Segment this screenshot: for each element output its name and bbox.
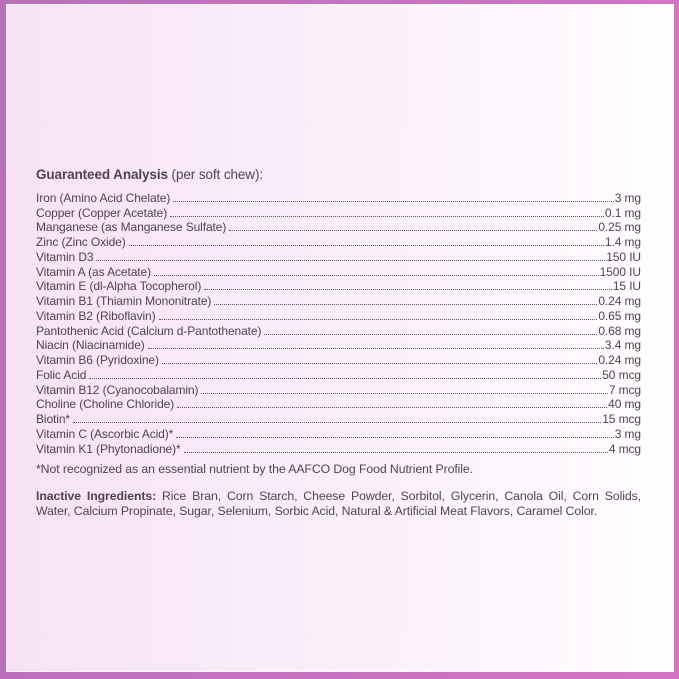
nutrient-name: Vitamin K1 (Phytonadione)* [36, 441, 181, 456]
inactive-ingredients-heading: Inactive Ingredients: [36, 488, 157, 503]
analysis-row [36, 279, 641, 294]
nutrient-name: Vitamin B2 (Riboflavin) [36, 308, 156, 323]
nutrient-name: Copper (Copper Acetate) [36, 205, 168, 220]
analysis-row [36, 264, 641, 279]
dot-leader [170, 216, 604, 217]
dot-leader [96, 260, 605, 261]
analysis-row [36, 308, 641, 323]
analysis-row [36, 234, 641, 249]
nutrient-value: 150 IU [606, 249, 641, 264]
analysis-rows [36, 190, 641, 456]
title-qualifier: (per soft chew): [167, 167, 263, 182]
analysis-row [36, 441, 641, 456]
nutrient-value: 0.24 mg [598, 353, 641, 367]
analysis-row [36, 205, 641, 220]
nutrient-name: Pantothenic Acid (Calcium d-Pantothenate) [36, 323, 262, 338]
nutrient-value: 7 mcg [608, 382, 641, 397]
dot-leader [264, 334, 597, 335]
nutrient-name: Vitamin E (dl-Alpha Tocopherol) [36, 279, 202, 294]
dot-leader [162, 363, 597, 364]
nutrient-name: Vitamin B1 (Thiamin Mononitrate) [36, 294, 212, 308]
aafco-footnote: *Not recognized as an essential nutrient by the AAFCO Dog Food Nutrient Profile. [36, 461, 473, 476]
analysis-row [36, 367, 641, 382]
dot-leader [177, 407, 607, 408]
nutrient-name: Zinc (Zinc Oxide) [36, 235, 126, 249]
analysis-row [36, 397, 641, 412]
nutrient-name: Choline (Choline Chloride) [36, 397, 175, 412]
dot-leader [229, 230, 597, 231]
nutrient-name: Vitamin B6 (Pyridoxine) [36, 353, 159, 367]
dot-leader [184, 452, 608, 453]
inactive-ingredients-list: Rice Bran, Corn Starch, Cheese Powder, Sorbitol, Glycerin, Canola Oil, Corn Solids, Water, Calcium Propinate, Sugar, Selenium, Sorbic Acid, Natural & Artificial Meat Flavors, Caramel Color. [36, 488, 641, 519]
nutrient-value: 0.24 mg [598, 294, 641, 308]
dot-leader [214, 304, 597, 305]
nutrient-value: 15 IU [612, 279, 641, 294]
nutrient-value: 3 mg [614, 426, 641, 441]
nutrient-name: Manganese (as Manganese Sulfate) [36, 220, 227, 235]
analysis-row [36, 249, 641, 264]
nutrient-value: 15 mcg [602, 412, 641, 426]
dot-leader [73, 422, 601, 423]
nutrient-value: 1500 IU [599, 264, 641, 279]
nutrient-name: Vitamin A (as Acetate) [36, 264, 151, 279]
analysis-row [36, 220, 641, 235]
inactive-ingredients [36, 489, 641, 520]
nutrient-value: 0.25 mg [598, 220, 641, 235]
analysis-row [36, 323, 641, 338]
nutrient-value: 3.4 mg [604, 338, 641, 353]
guaranteed-analysis-title [36, 167, 641, 183]
nutrient-value: 0.65 mg [598, 308, 641, 323]
nutrient-name: Biotin* [36, 412, 70, 426]
nutrient-name: Vitamin B12 (Cyanocobalamin) [36, 382, 199, 397]
dot-leader [148, 348, 604, 349]
analysis-row [36, 293, 641, 308]
nutrient-value: 40 mg [608, 397, 641, 412]
nutrient-name: Niacin (Niacinamide) [36, 338, 145, 353]
nutrient-name: Iron (Amino Acid Chelate) [36, 190, 171, 205]
dot-leader [176, 437, 613, 438]
analysis-row [36, 411, 641, 426]
label-background [6, 4, 674, 672]
dot-leader [173, 201, 613, 202]
nutrient-name: Vitamin D3 [36, 249, 94, 264]
nutrient-value: 3 mg [614, 190, 641, 205]
nutrient-value: 50 mcg [602, 367, 641, 382]
analysis-row [36, 382, 641, 397]
dot-leader [129, 245, 604, 246]
dot-leader [89, 378, 601, 379]
nutrient-value: 0.1 mg [604, 205, 641, 220]
analysis-row [36, 426, 641, 441]
title-main: Guaranteed Analysis [36, 167, 168, 182]
guaranteed-analysis-panel [36, 167, 641, 532]
nutrient-value: 1.4 mg [604, 235, 641, 249]
nutrient-value: 4 mcg [608, 441, 641, 456]
nutrient-name: Folic Acid [36, 367, 87, 382]
dot-leader [204, 289, 612, 290]
dot-leader [159, 319, 598, 320]
nutrient-value: 0.68 mg [598, 323, 641, 338]
dot-leader [201, 393, 607, 394]
analysis-row [36, 338, 641, 353]
analysis-row [36, 352, 641, 367]
nutrient-name: Vitamin C (Ascorbic Acid)* [36, 426, 174, 441]
dot-leader [154, 275, 599, 276]
analysis-row [36, 190, 641, 205]
